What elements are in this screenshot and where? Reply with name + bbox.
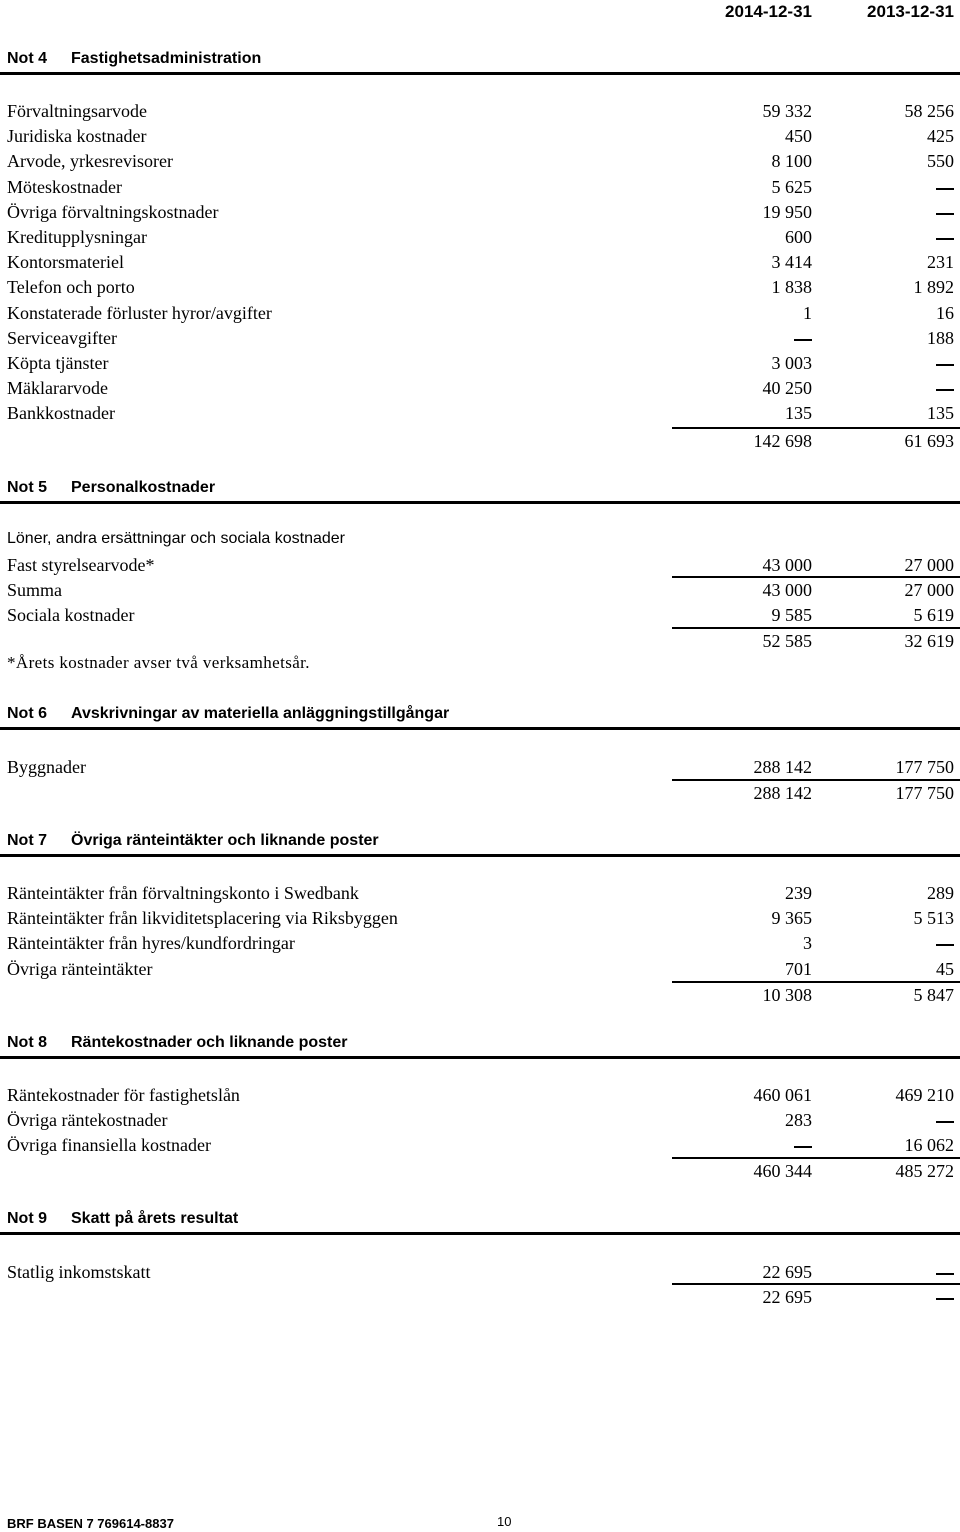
row-label: Bankkostnader <box>7 403 115 423</box>
row-value-2013: 231 <box>927 252 954 272</box>
row-value-2013: 177 750 <box>895 757 954 777</box>
total-rule <box>672 1283 960 1285</box>
row-label: Juridiska kostnader <box>7 126 147 146</box>
row-value-2013 <box>936 177 954 198</box>
section-rule <box>0 854 960 857</box>
total-rule <box>672 427 960 429</box>
column-header-2013: 2013-12-31 <box>867 2 954 21</box>
row-value-2014: 1 <box>803 303 812 323</box>
section-rule <box>0 1056 960 1059</box>
row-value-2013: 45 <box>936 959 954 979</box>
row-value-2014 <box>794 1135 812 1156</box>
row-value-2013: 5 513 <box>913 908 954 928</box>
row-value-2013 <box>936 1110 954 1131</box>
note-title: Räntekostnader och liknande poster <box>71 1034 348 1051</box>
note-number: Not 8 <box>7 1034 47 1051</box>
total-value-2014: 288 142 <box>753 783 812 803</box>
total-value-2014: 22 695 <box>762 1287 812 1307</box>
row-value-2014: 1 838 <box>771 277 812 297</box>
row-value-2014: 701 <box>785 959 812 979</box>
note-title: Övriga ränteintäkter och liknande poster <box>71 832 379 849</box>
row-label: Övriga finansiella kostnader <box>7 1135 211 1155</box>
row-value-2014: 19 950 <box>762 202 812 222</box>
row-value-2014: 43 000 <box>762 580 812 600</box>
row-value-2013 <box>936 933 954 954</box>
row-value-2013: 27 000 <box>904 555 954 575</box>
row-value-2014: 9 365 <box>771 908 812 928</box>
row-label: Övriga räntekostnader <box>7 1110 168 1130</box>
row-label: Serviceavgifter <box>7 328 117 348</box>
total-value-2013: 177 750 <box>895 783 954 803</box>
note-title: Personalkostnader <box>71 479 216 496</box>
row-value-2013: 135 <box>927 403 954 423</box>
row-label: Statlig inkomstskatt <box>7 1262 151 1282</box>
row-label: Mäklararvode <box>7 378 108 398</box>
footer-organization: BRF BASEN 7 769614-8837 <box>7 1516 174 1531</box>
row-value-2014: 600 <box>785 227 812 247</box>
row-value-2014: 3 003 <box>771 353 812 373</box>
row-label: Kontorsmateriel <box>7 252 124 272</box>
note-number: Not 5 <box>7 479 47 496</box>
row-value-2013: 5 619 <box>913 605 954 625</box>
total-rule <box>672 627 960 629</box>
dash-nil-value <box>936 238 954 240</box>
row-value-2013: 16 <box>936 303 954 323</box>
dash-nil-value <box>936 389 954 391</box>
total-rule <box>672 779 960 781</box>
row-value-2014: 9 585 <box>771 605 812 625</box>
dash-nil-value <box>936 1121 954 1123</box>
row-value-2014: 239 <box>785 883 812 903</box>
total-value-2014: 10 308 <box>762 985 812 1005</box>
total-rule <box>672 981 960 983</box>
row-value-2014: 283 <box>785 1110 812 1130</box>
row-value-2013 <box>936 1262 954 1283</box>
row-value-2013: 425 <box>927 126 954 146</box>
section-rule <box>0 72 960 75</box>
section-rule <box>0 1232 960 1235</box>
note-title: Fastighetsadministration <box>71 50 262 67</box>
row-value-2014: 460 061 <box>753 1085 812 1105</box>
footnote: *Årets kostnader avser två verksamhetsår. <box>7 653 310 672</box>
row-value-2013: 188 <box>927 328 954 348</box>
row-label: Konstaterade förluster hyror/avgifter <box>7 303 272 323</box>
total-value-2014: 52 585 <box>762 631 812 651</box>
row-label: Sociala kostnader <box>7 605 135 625</box>
row-label: Ränteintäkter från likviditetsplacering via Riksbyggen <box>7 908 398 928</box>
note-number: Not 7 <box>7 832 47 849</box>
dash-nil-value <box>794 1146 812 1148</box>
row-value-2014: 8 100 <box>771 151 812 171</box>
dash-nil-value <box>936 1298 954 1300</box>
total-value-2013: 5 847 <box>913 985 954 1005</box>
note-title: Avskrivningar av materiella anläggningstillgångar <box>71 705 450 722</box>
note-number: Not 9 <box>7 1210 47 1227</box>
row-value-2014: 288 142 <box>753 757 812 777</box>
row-label: Fast styrelsearvode* <box>7 555 155 575</box>
footer-page-number: 10 <box>497 1514 512 1529</box>
row-value-2014: 3 <box>803 933 812 953</box>
row-label: Byggnader <box>7 757 86 777</box>
column-header-2014: 2014-12-31 <box>725 2 812 21</box>
total-value-2013: 32 619 <box>904 631 954 651</box>
subtotal-rule <box>672 576 960 578</box>
row-value-2013 <box>936 202 954 223</box>
row-value-2013: 289 <box>927 883 954 903</box>
row-label: Förvaltningsarvode <box>7 101 147 121</box>
row-value-2013 <box>936 227 954 248</box>
row-value-2014: 22 695 <box>762 1262 812 1282</box>
note-title: Skatt på årets resultat <box>71 1210 239 1227</box>
dash-nil-value <box>936 188 954 190</box>
row-label: Arvode, yrkesrevisorer <box>7 151 173 171</box>
total-value-2014: 142 698 <box>753 431 812 451</box>
note-number: Not 4 <box>7 50 47 67</box>
row-value-2014 <box>794 328 812 349</box>
row-label: Ränteintäkter från förvaltningskonto i Swedbank <box>7 883 359 903</box>
dash-nil-value <box>936 1273 954 1275</box>
dash-nil-value <box>936 364 954 366</box>
total-rule <box>672 1157 960 1159</box>
row-label: Summa <box>7 580 63 600</box>
row-label: Köpta tjänster <box>7 353 109 373</box>
row-value-2014: 5 625 <box>771 177 812 197</box>
row-label: Övriga förvaltningskostnader <box>7 202 219 222</box>
total-value-2013: 61 693 <box>904 431 954 451</box>
dash-nil-value <box>794 339 812 341</box>
row-value-2014: 59 332 <box>762 101 812 121</box>
section-rule <box>0 727 960 730</box>
row-label: Övriga ränteintäkter <box>7 959 153 979</box>
row-value-2013: 16 062 <box>904 1135 954 1155</box>
row-value-2013: 27 000 <box>904 580 954 600</box>
total-value-2014: 460 344 <box>753 1161 812 1181</box>
row-value-2014: 43 000 <box>762 555 812 575</box>
row-value-2013: 469 210 <box>895 1085 954 1105</box>
row-label: Ränteintäkter från hyres/kundfordringar <box>7 933 295 953</box>
row-label: Telefon och porto <box>7 277 135 297</box>
row-value-2013 <box>936 378 954 399</box>
row-value-2013: 550 <box>927 151 954 171</box>
row-label: Räntekostnader för fastighetslån <box>7 1085 240 1105</box>
note-number: Not 6 <box>7 705 47 722</box>
note-subheading: Löner, andra ersättningar och sociala kostnader <box>7 530 345 547</box>
row-label: Kreditupplysningar <box>7 227 147 247</box>
total-value-2013 <box>936 1287 954 1308</box>
section-rule <box>0 501 960 504</box>
row-value-2013 <box>936 353 954 374</box>
row-value-2014: 3 414 <box>771 252 812 272</box>
dash-nil-value <box>936 944 954 946</box>
row-value-2014: 135 <box>785 403 812 423</box>
dash-nil-value <box>936 213 954 215</box>
row-value-2014: 450 <box>785 126 812 146</box>
row-value-2014: 40 250 <box>762 378 812 398</box>
row-label: Möteskostnader <box>7 177 122 197</box>
row-value-2013: 1 892 <box>913 277 954 297</box>
row-value-2013: 58 256 <box>904 101 954 121</box>
total-value-2013: 485 272 <box>895 1161 954 1181</box>
